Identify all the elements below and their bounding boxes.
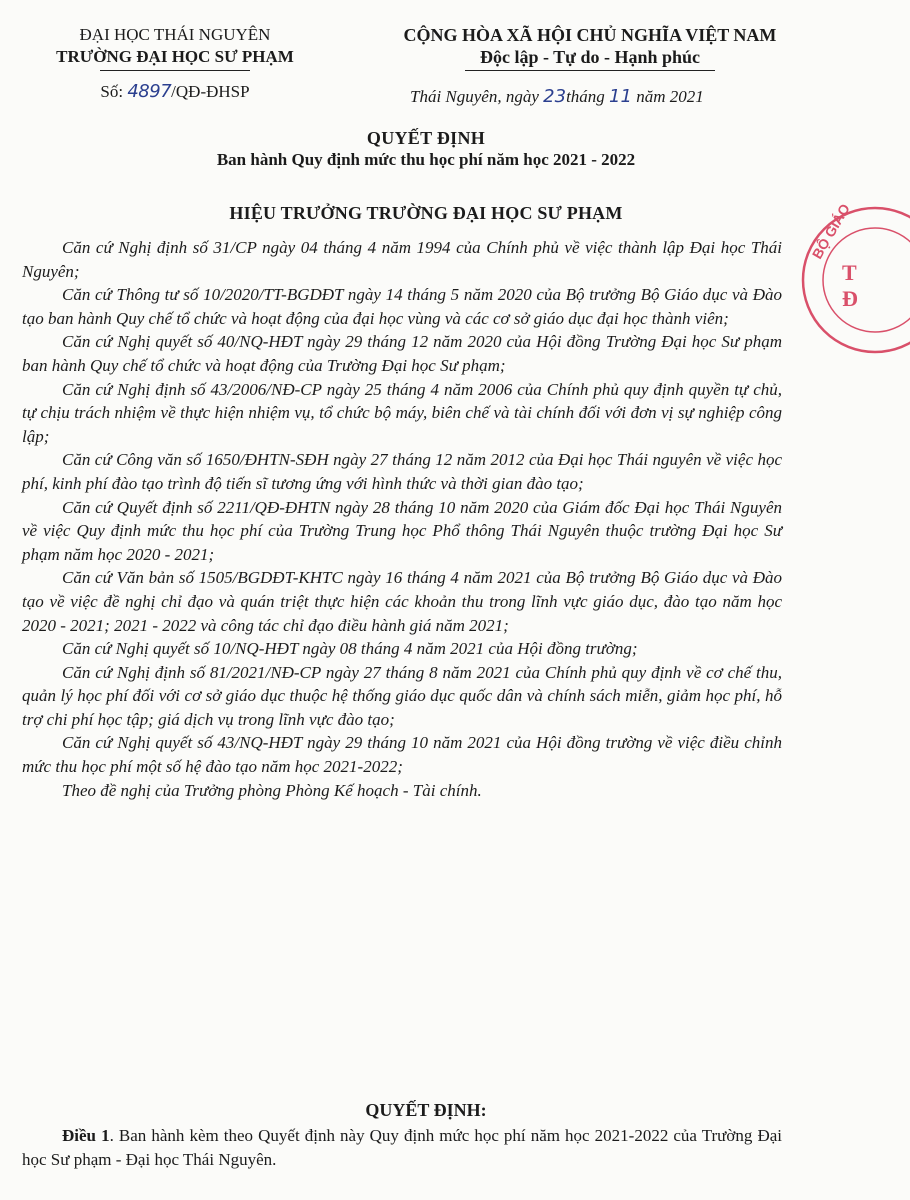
- issuer-underline: [100, 70, 250, 71]
- dateline-place: Thái Nguyên, ngày: [410, 87, 544, 106]
- preamble-item: Căn cứ Thông tư số 10/2020/TT-BGDĐT ngày 14 tháng 5 năm 2020 của Bộ trưởng Bộ Giáo dục và Đào tạo ban hành Quy chế tổ chức và hoạt động của đại học vùng và các cơ sở giáo dục đại học thành viên;: [22, 285, 782, 328]
- seal-text: BỘ GIÁO: [808, 200, 853, 262]
- dateline-month-label: tháng: [566, 87, 610, 106]
- dateline-year: năm 2021: [631, 87, 704, 106]
- preamble: [22, 236, 782, 802]
- issuing-authority: HIỆU TRƯỞNG TRƯỜNG ĐẠI HỌC SƯ PHẠM: [229, 203, 623, 223]
- country-name: CỘNG HÒA XÃ HỘI CHỦ NGHĨA VIỆT NAM: [403, 25, 777, 45]
- decision-heading: QUYẾT ĐỊNH:: [365, 1100, 487, 1120]
- official-seal-stamp: [790, 200, 910, 360]
- seal-letter-t: T: [842, 260, 857, 285]
- article-1: [22, 1124, 782, 1172]
- issuer-parent: ĐẠI HỌC THÁI NGUYÊN: [79, 25, 271, 44]
- preamble-item: Căn cứ Nghị quyết số 40/NQ-HĐT ngày 29 tháng 12 năm 2020 của Hội đồng Trường Đại học Sư phạm ban hành Quy chế tổ chức và hoạt động của Trường Đại học Sư phạm;: [22, 332, 782, 375]
- dateline-month: 11: [609, 86, 632, 107]
- preamble-item: Căn cứ Văn bản số 1505/BGDĐT-KHTC ngày 16 tháng 4 năm 2021 của Bộ trưởng Bộ Giáo dục và Đào tạo về việc đề nghị chỉ đạo và quán triệt thực hiện các khoản thu trong lĩnh vực giáo dục, đào tạo năm học 2020 - 2021; 2021 - 2022 và công tác chỉ đạo điều hành giá năm 2021;: [22, 568, 782, 635]
- document-number: [20, 81, 330, 103]
- preamble-item: Căn cứ Nghị quyết số 43/NQ-HĐT ngày 29 tháng 10 năm 2021 của Hội đồng trường về việc điều chỉnh mức thu học phí một số hệ đào tạo năm học 2021-2022;: [22, 733, 782, 777]
- document-number-suffix: /QĐ-ĐHSP: [171, 82, 250, 101]
- dateline: [410, 86, 704, 107]
- seal-inner-ring: [823, 228, 910, 332]
- document-number-handwritten: 4897: [127, 81, 172, 102]
- national-motto-block: [330, 24, 850, 71]
- dateline-day: 23: [543, 86, 567, 107]
- motto: Độc lập - Tự do - Hạnh phúc: [479, 47, 701, 67]
- seal-letter-d: Đ: [842, 286, 858, 311]
- preamble-item: Căn cứ Nghị định số 81/2021/NĐ-CP ngày 27 tháng 8 năm 2021 của Chính phủ quy định về cơ chế thu, quản lý học phí đối với cơ sở giáo dục thuộc hệ thống giáo dục quốc dân và chính sách miễn, giảm học phí, hỗ trợ chi phí học tập; giá dịch vụ trong lĩnh vực đào tạo;: [22, 662, 782, 729]
- document-number-prefix: Số:: [100, 82, 128, 101]
- article-1-label: Điều 1: [62, 1126, 110, 1145]
- preamble-item: Theo đề nghị của Trưởng phòng Phòng Kế hoạch - Tài chính.: [62, 780, 482, 800]
- preamble-item: Căn cứ Nghị định số 31/CP ngày 04 tháng 4 năm 1994 của Chính phủ về việc thành lập Đại học Thái Nguyên;: [22, 238, 782, 281]
- document-subject: Ban hành Quy định mức thu học phí năm học 2021 - 2022: [216, 150, 636, 169]
- preamble-item: Căn cứ Nghị quyết số 10/NQ-HĐT ngày 08 tháng 4 năm 2021 của Hội đồng trường;: [62, 639, 638, 659]
- preamble-item: Căn cứ Nghị định số 43/2006/NĐ-CP ngày 25 tháng 4 năm 2006 của Chính phủ quy định quyền tự chủ, tự chịu trách nhiệm về thực hiện nhiệm vụ, tổ chức bộ máy, biên chế và tài chính đối với đơn vị sự nghiệp công lập;: [22, 379, 782, 446]
- preamble-item: Căn cứ Quyết định số 2211/QĐ-ĐHTN ngày 28 tháng 10 năm 2020 của Giám đốc Đại học Thái Nguyên về việc Quy định mức thu học phí của Trường Trung học Phổ thông Thái Nguyên thuộc trường Đại học Sư phạm năm học 2020 - 2021;: [22, 497, 782, 564]
- issuer-block: [20, 24, 330, 103]
- issuer-name: TRƯỜNG ĐẠI HỌC SƯ PHẠM: [56, 47, 294, 66]
- preamble-item: Căn cứ Công văn số 1650/ĐHTN-SĐH ngày 27 tháng 12 năm 2012 của Đại học Thái nguyên về việc học phí, kinh phí đào tạo trình độ tiến sĩ tương ứng với hình thức và thời gian đào tạo;: [22, 450, 782, 493]
- document-type-title: QUYẾT ĐỊNH: [366, 128, 486, 148]
- article-1-text: . Ban hành kèm theo Quyết định này Quy định mức học phí năm học 2021-2022 của Trường Đại học Sư phạm - Đại học Thái Nguyên.: [22, 1126, 782, 1169]
- motto-underline: [465, 70, 715, 71]
